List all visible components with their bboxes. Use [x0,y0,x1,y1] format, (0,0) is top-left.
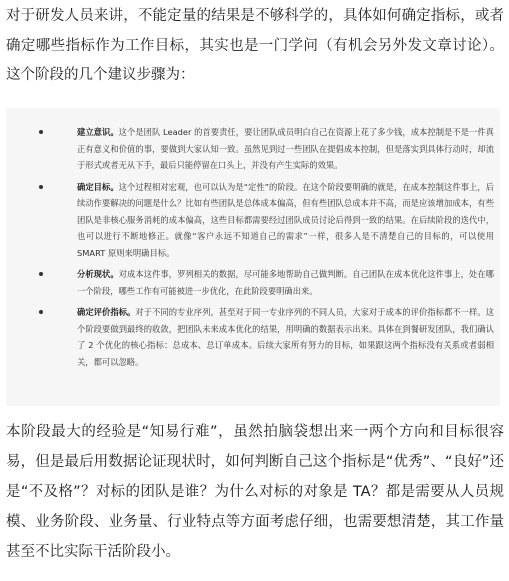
step-title: 确定评价指标。 [77,307,136,317]
step-title: 确定目标。 [77,181,119,192]
step-title: 建立意识。 [77,127,119,137]
list-item [6,266,500,299]
step-text: 对成本这件事，罗列相关的数据，尽可能多地帮助自己做判断。自己团队在成本优化这件事上，处在哪一个阶段，哪些工作有可能被进一步优化，在此阶段要明确出来。 [77,269,494,296]
list-item [6,304,500,370]
bullet-icon [39,272,43,276]
bullet-icon [39,185,43,189]
list-item [6,124,500,174]
step-text: 这个是团队 Leader 的首要责任，要让团队成员明白自己在资源上花了多少钱，成本控制是不是一件真正有意义和价值的事，要做到大家认知一致。虽然见到过一些团队在提倡成本控制，但是落实到具体行动时，却流于形式或者无从下手，最后只能停留在口头上，并没有产生实际的效果。 [77,127,494,170]
step-text: 对于不同的专业序列，甚至对于同一专业序列的不同人员，大家对于成本的评价指标都不一样。这个阶段要做到最终的收敛，把团队未来成本优化的结果，用明确的数据表示出来。具体在到餐研发团队，我们确认了 2 个优化的核心指标：总成本、总订单成本。后续大家所有努力的目标，如果跟这两个指标没有关系或者弱相关，都可以忽略。 [77,307,494,367]
step-text: 这个过程相对宏观，也可以认为是“定性”的阶段。在这个阶段要明确的就是，在成本控制这件事上，后续动作要解决的问题是什么？比如有些团队是总体成本偏高，但有些团队总成本并不高，而是应该增加成本，有些团队是非核心服务消耗的成本偏高，这些目标都需要经过团队成员讨论后得到一致的结果。在后续阶段的迭代中，也可以进行不断地修正。就像“客户永远不知道自己的需求”一样，很多人是不清楚自己的目标的，可以使用 SMART 原则来明确目标。 [77,181,494,258]
steps-quote-box [6,108,500,406]
bullet-icon [39,310,43,314]
conclusion-paragraph: 本阶段最大的经验是“知易行难”，虽然拍脑袋想出来一两个方向和目标很容易，但是最后用数据论证现状时，如何判断自己这个指标是“优秀”、“良好”还是“不及格”？对标的团队是谁？为什么对标的对象是 TA？都是需要从人员规模、业务阶段、业务量、行业特点等方面考虑仔细，也需要想清楚，其工作量甚至不比实际干活阶段小。 [6,424,504,560]
steps-list [6,124,500,370]
step-title: 分析现状。 [77,269,119,279]
bullet-icon [39,130,43,134]
intro-paragraph: 对于研发人员来讲，不能定量的结果是不够科学的，具体如何确定指标，或者确定哪些指标作为工作目标，其实也是一门学问（有机会另外发文章讨论）。这个阶段的几个建议步骤为： [6,8,504,83]
list-item [6,179,500,262]
